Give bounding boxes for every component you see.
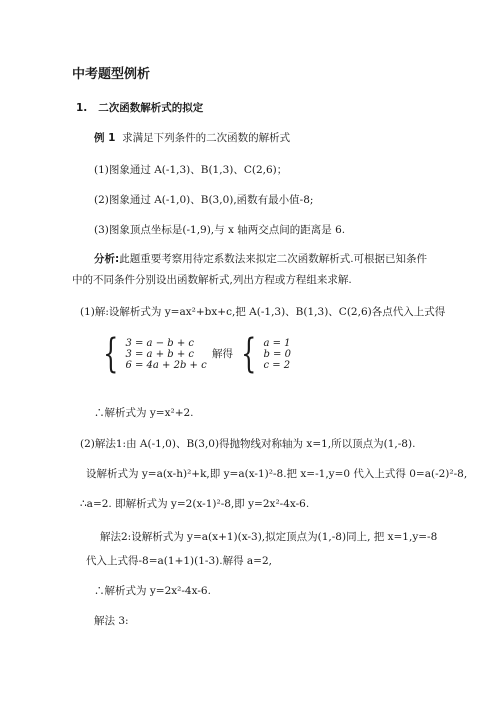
page-title: 中考题型例析 — [72, 67, 151, 82]
method2-line-1: 解法2:设解析式为 y=a(x+1)(x-3),拟定顶点为(1,-8)同上, 把 x=1,y=-8 — [100, 531, 438, 543]
solution-system — [236, 331, 291, 377]
solution2-line-3: ∴a=2. 即解析式为 y=2(x-1)²-8,即 y=2x²-4x-6. — [80, 498, 310, 510]
solution-b: b = 0 — [263, 348, 291, 360]
left-brace: { — [103, 331, 119, 377]
equation-2: 3 = a + b + c — [125, 348, 194, 360]
method2-result: ∴解析式为 y=2x²-4x-6. — [94, 585, 211, 597]
solution2-line-1: (2)解法1:由 A(-1,0)、B(3,0)得抛物线对称轴为 x=1,所以顶点为(1,-8). — [80, 438, 416, 450]
solution2-line-2: 设解析式为 y=a(x-h)²+k,即 y=a(x-1)²-8.把 x=-1,y=0 代入上式得 0=a(-2)²-8, — [86, 468, 468, 480]
solution1-intro: (1)解:设解析式为 y=ax²+bx+c,把 A(-1,3)、B(1,3)、C(2,6)各点代入上式得 — [80, 306, 446, 318]
section-number: 1. — [76, 102, 88, 114]
equation-system — [98, 331, 207, 377]
example-text: 求满足下列条件的二次函数的解析式 — [122, 132, 291, 144]
solve-word: 解得 — [212, 348, 233, 360]
analysis-line-1 — [94, 252, 427, 266]
example-label: 例 1 — [94, 132, 116, 144]
condition-3: (3)图象顶点坐标是(-1,9),与 x 轴两交点间的距离是 6. — [94, 224, 346, 236]
section-heading — [76, 101, 203, 115]
example-line — [94, 131, 290, 145]
equation-list — [125, 338, 206, 371]
analysis-line-2: 中的不同条件分别设出函数解析式,列出方程或方程组来求解. — [72, 274, 352, 286]
method2-line-2: 代入上式得-8=a(1+1)(1-3).解得 a=2, — [86, 555, 272, 567]
solution-list — [263, 338, 291, 371]
solution-c: c = 2 — [263, 359, 291, 371]
condition-1: (1)图象通过 A(-1,3)、B(1,3)、C(2,6)； — [94, 164, 288, 176]
left-brace: { — [241, 331, 257, 377]
condition-2: (2)图象通过 A(-1,0)、B(3,0),函数有最小值-8; — [94, 194, 314, 206]
solution-a: a = 1 — [263, 337, 291, 349]
method3-label: 解法 3: — [94, 615, 129, 627]
analysis-text-1: 此题重要考察用待定系数法来拟定二次函数解析式.可根据已知条件 — [119, 253, 428, 265]
solution1-result: ∴解析式为 y=x²+2. — [94, 407, 194, 419]
equation-1: 3 = a − b + c — [125, 337, 194, 349]
equation-3: 6 = 4a + 2b + c — [125, 359, 207, 371]
analysis-label: 分析: — [94, 253, 120, 265]
section-title: 二次函数解析式的拟定 — [98, 102, 204, 114]
